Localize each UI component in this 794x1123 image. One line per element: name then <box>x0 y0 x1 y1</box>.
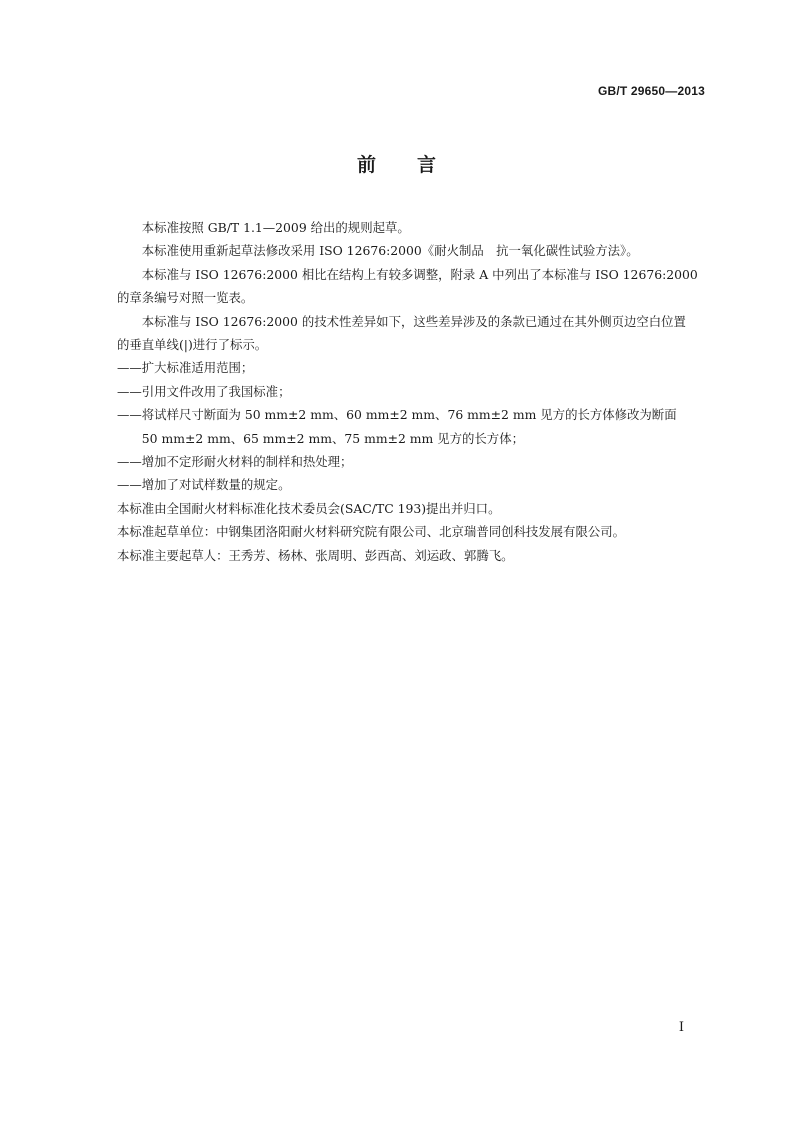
paragraph-drafters: 本标准主要起草人：王秀芳、杨林、张周明、彭西高、刘运政、郭腾飞。 <box>117 547 514 563</box>
list-item: ——增加不定形耐火材料的制样和热处理； <box>117 454 353 470</box>
list-item: ——引用文件改用了我国标准； <box>117 383 291 399</box>
list-item: ——增加了对试样数量的规定。 <box>117 477 291 493</box>
foreword-body <box>117 216 707 567</box>
paragraph-structure-line1: 本标准与 ISO 12676:2000 相比在结构上有较多调整，附录 A 中列出了本标准与 ISO 12676:2000 <box>141 266 698 282</box>
paragraph-structure <box>117 263 707 310</box>
paragraph-adoption: 本标准使用重新起草法修改采用 ISO 12676:2000《耐火制品 抗一氧化碳性试验方法》。 <box>141 243 639 259</box>
list-item <box>117 403 707 450</box>
paragraph-technical-differences-line2: 的垂直单线(|)进行了标示。 <box>117 337 268 353</box>
page-title: 前 言 <box>356 154 437 176</box>
standard-number: GB/T 29650—2013 <box>597 84 705 98</box>
paragraph-proposer: 本标准由全国耐火材料标准化技术委员会(SAC/TC 193)提出并归口。 <box>117 500 501 516</box>
list-item: ——扩大标准适用范围； <box>117 360 254 376</box>
paragraph-technical-differences <box>117 310 707 357</box>
paragraph-technical-differences-line1: 本标准与 ISO 12676:2000 的技术性差异如下，这些差异涉及的条款已通过在其外侧页边空白位置 <box>141 313 686 329</box>
paragraph-drafting-rules: 本标准按照 GB/T 1.1—2009 给出的规则起草。 <box>141 220 410 235</box>
paragraph-structure-line2: 的章条编号对照一览表。 <box>117 290 254 306</box>
list-item-line1: ——将试样尺寸断面为 50 mm±2 mm、60 mm±2 mm、76 mm±2 mm 见方的长方体修改为断面 <box>117 407 677 423</box>
page-number: I <box>678 1020 684 1035</box>
list-item-line2: 50 mm±2 mm、65 mm±2 mm、75 mm±2 mm 见方的长方体； <box>141 430 524 446</box>
paragraph-drafting-units: 本标准起草单位：中钢集团洛阳耐火材料研究院有限公司、北京瑞普同创科技发展有限公司。 <box>117 524 626 540</box>
